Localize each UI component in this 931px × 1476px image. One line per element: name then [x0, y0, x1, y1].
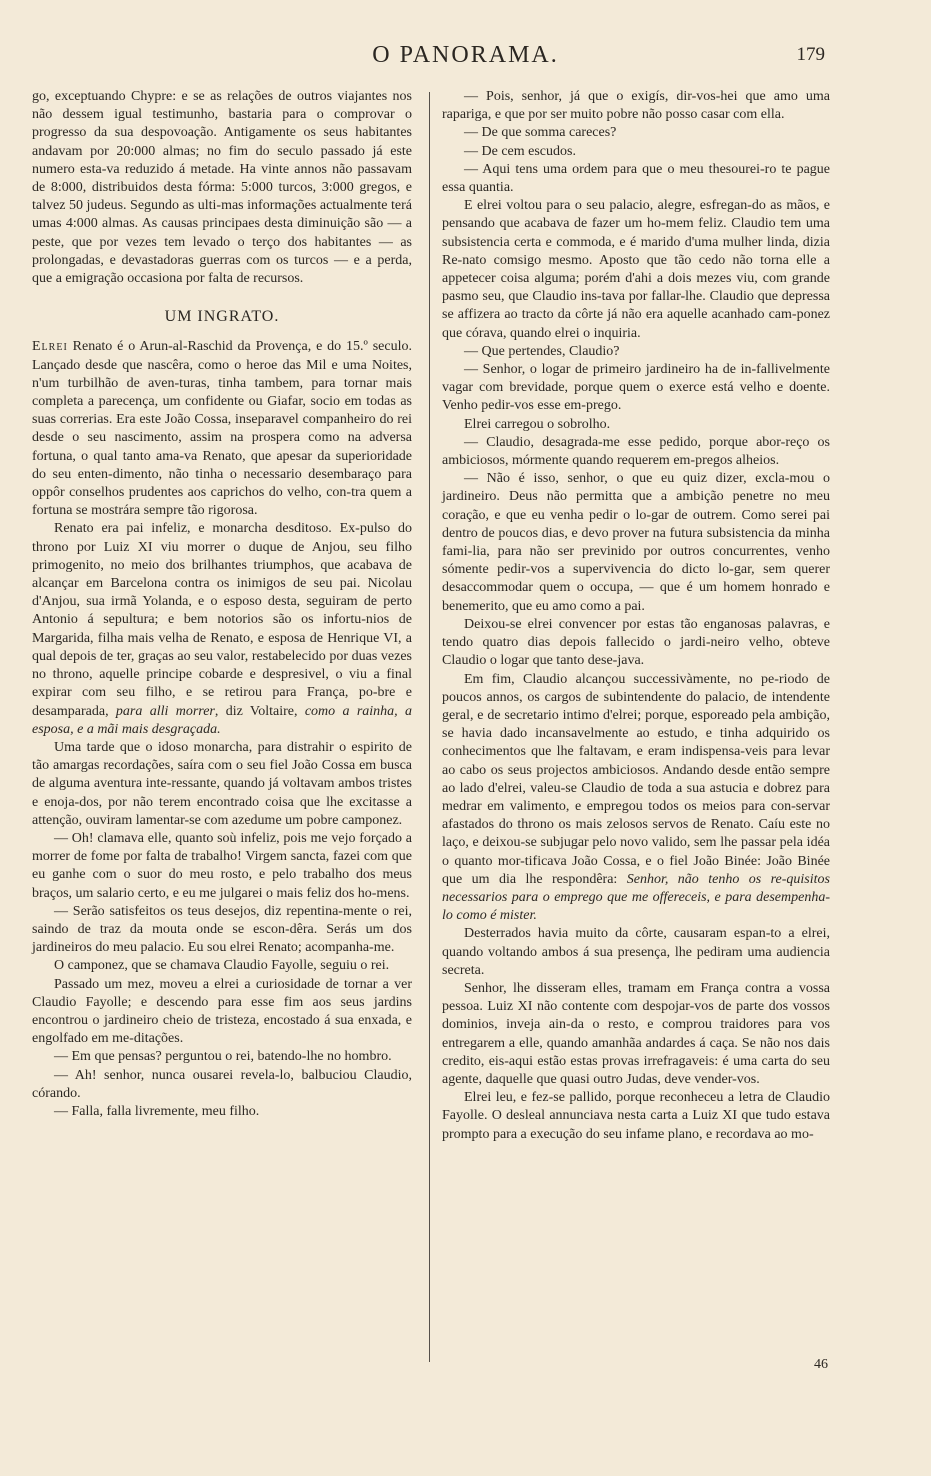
paragraph: — Senhor, o logar de primeiro jardineiro ha de in-fallivelmente vagar com brevidade, porque quem o exerce está velho e doente. Venho pedir-vos esse em-prego.	[442, 362, 830, 414]
lead-word: Elrei	[32, 339, 68, 355]
article-title: UM INGRATO.	[164, 308, 280, 326]
column-divider	[429, 92, 430, 1362]
paragraph: — Que pertendes, Claudio?	[464, 343, 620, 359]
paragraph: E elrei voltou para o seu palacio, alegre, esfregan-do as mãos, e pensando que acabava de fazer um ho-mem feliz. Claudio tem uma subsistencia certa e commoda, e é marido d'uma mulher linda, dizia Re-nato comsigo mesmo. Aposto que tão cedo não torna elle a appetecer coisa alguma; porém d'ahi a dois mezes viu, com grande pasmo seu, que Claudio ins-tava por fallar-lhe. Claudio que depressa se affizera ao tracto da côrte já não era aquelle acanhado cam-ponez que córava, quando elrei o inquiria.	[442, 198, 830, 341]
page-number: 179	[796, 44, 825, 65]
italic-quote: Senhor, não tenho os re-quisitos necessarios para o emprego que me offereceis, e para desempenha-lo como é mister.	[442, 871, 830, 924]
paragraph: Elrei carregou o sobrolho.	[464, 416, 611, 432]
paragraph: — Serão satisfeitos os teus desejos, diz repentina-mente o rei, saindo de traz da mouta onde se escon-dêra. Serás um dos jardineiros do meu palacio. Eu sou elrei Renato; acompanha-me.	[32, 903, 412, 956]
paragraph	[32, 338, 412, 520]
paragraph-text: , diz Voltaire,	[214, 703, 305, 719]
paragraph: — Oh! clamava elle, quanto soù infeliz, pois me vejo forçado a morrer de fome por falta de trabalho! Virgem sancta, fazei com que eu ganhe com o suor do meu rosto, e pelo trabalho dos meus braços, um salario certo, e eu me julgarei o mais feliz dos ho-mens.	[32, 830, 412, 901]
paragraph-text: Renato é o Arun-al-Raschid da Provença, e do 15.º seculo. Lançado desde que nascêra, como o heroe das Mil e uma Noites, n'um turbilhão de aven-turas, tinha tambem, para tornar mais completa a parecença, um confidente ou Giafar, socio em todas as suas correrias. Era este João Cossa, inseparavel companheiro do rei desde o seu nascimento, assim na prospera como na adversa fortuna, o qual tanto ama-va Renato, que apesar da superioridade do seu enten-dimento, não tinha o necessario desembaraço para oppôr conselhos prudentes aos caprichos do velho, con-tra quem a fortuna se mostrára sempre tão rigorosa.	[32, 339, 412, 519]
paragraph: go, exceptuando Chypre: e se as relações de outros viajantes nos não dessem igual testimunho, bastaria para o comprovar o progresso da sua despovoação. Antigamente os seus habitantes andavam por 20:000 almas; no fim do seculo passado já este numero esta-va reduzido á metade. Ha vinte annos não passavam de 8:000, distribuidos desta fórma: 5:000 turcos, 3:000 gregos, e talvez 50 judeus. Segundo as ulti-mas informações actualmente terá umas 4:000 almas. As causas principaes desta diminuição são — a peste, que por vezes tem levado o terço dos habitantes — as prolongadas, e devastadoras guerras com os turcos — e a perda, que a emigração occasiona por falta de recursos.	[32, 89, 412, 287]
paragraph-text: Em fim, Claudio alcançou successivàmente, no pe-riodo de poucos annos, os cargos de subintendente do palacio, de intendente geral, e de secretario intimo d'elrei; porque, esporeado pela ambição, se havia dado incansavelmente ao estudo, e tinha adquirido os conhecimentos que lhe faltavam, e eram indispensa-veis para levar ao cabo os seus projectos ambiciosos. Andando desde então sempre ao lado d'elrei, valeu-se Claudio de toda a sua astucia e dobrez para medrar em valimento, e empregou todos os meios para con-servar afastados do throno os mais zelosos servos de Renato. Caíu este no laço, e deixou-se subjugar pelo novo valido, sem lhe passar pela idéa o quanto mor-tificava João Cossa, e o fiel João Binée: João Binée que um dia lhe respondêra:	[442, 671, 830, 887]
paragraph: Elrei leu, e fez-se pallido, porque reconheceu a letra de Claudio Fayolle. O desleal annunciava nesta carta a Luiz XI que tudo estava prompto para a execução do seu infame plano, e recordava ao mo-	[442, 1090, 830, 1142]
paragraph: — De que somma careces?	[464, 125, 617, 141]
paragraph: Uma tarde que o idoso monarcha, para distrahir o espirito de tão amargas recordações, saíra com o seu fiel João Cossa em busca de alguma aventura inte-ressante, quando já voltavam ambos tristes e enoja-dos, por não terem encontrado coisa que lhe excitasse a attenção, ouviram lamentar-se com azedume um pobre camponez.	[32, 739, 412, 828]
paragraph: — De cem escudos.	[464, 143, 576, 159]
paragraph: — Não é isso, senhor, o que eu quiz dizer, excla-mou o jardineiro. Deus não permitta que a ambição penetre no meu coração, e que eu venha pedir o lo-gar de outrem. Como serei pai dentro de poucos dias, e devo prover na futura subsistencia da minha fami-lia, para não ser previnido por outros concurrentes, venho sómente pedir-vos a supervivencia do dicto lo-gar, sem querer desaccommodar quem o occupa, — que é um homem honrado e benemerito, que eu amo como a pai.	[442, 471, 830, 614]
paragraph: Desterrados havia muito da côrte, causaram espan-to a elrei, quando voltando ambos á sua presença, lhe pediram uma audiencia secreta.	[442, 926, 830, 978]
italic-quote: para alli morrer	[115, 703, 215, 719]
paragraph: — Falla, falla livremente, meu filho.	[54, 1103, 260, 1119]
signature-mark: 46	[814, 1357, 828, 1372]
paragraph: — Pois, senhor, já que o exigís, dir-vos-hei que amo uma rapariga, e que por ser muito pobre não posso casar com ella.	[442, 89, 830, 123]
paragraph: Passado um mez, moveu a elrei a curiosidade de tornar a ver Claudio Fayolle; e descendo para esse fim aos seus jardins encontrou o jardineiro cheio de tristeza, encostado á sua enxada, e engolfado em me-ditações.	[32, 976, 412, 1047]
paragraph: — Em que pensas? perguntou o rei, batendo-lhe no hombro.	[54, 1049, 392, 1065]
left-column	[32, 88, 412, 1121]
paragraph-text: Renato era pai infeliz, e monarcha desditoso. Ex-pulso do throno por Luiz XI viu morrer o duque de Anjou, seu filho primogenito, no meio dos brilhantes triumphos, que acabava de alcançar em Barcelona contra os inimigos de seu pai. Nicolau d'Anjou, sua irmã Yolanda, e o esposo desta, seguiram de perto Antonio á sepultura; e bem notorios são os infortu-nios de Margarida, filha mais velha de Renato, e esposa de Henrique VI, a qual depois de ter, graças ao seu valor, restabelecido por duas vezes no throno, aquelle principe cobarde e despresivel, o viu a final expirar com seu filho, e se retirou para França, po-bre e desamparada,	[32, 521, 412, 719]
page-title: O PANORAMA.	[372, 42, 559, 68]
right-column	[442, 88, 830, 1144]
italic-quote: como a rainha, a esposa, e a mãi mais desgraçada.	[32, 703, 412, 737]
paragraph: — Ah! senhor, nunca ousarei revela-lo, balbuciou Claudio, córando.	[32, 1067, 412, 1101]
paragraph: Senhor, lhe disseram elles, tramam em França contra a vossa pessoa. Luiz XI não contente com despojar-vos de parte dos vossos dominios, inveja ain-da o resto, e comprou traidores para vos entregarem a elle, quando amanhãa andardes á caça. Se não nos dais credito, eis-aqui estão estas provas irrefragaveis: é uma carta do seu agente, daquelle que quasi outro Judas, deve vender-vos.	[442, 980, 830, 1087]
paragraph: Deixou-se elrei convencer por estas tão enganosas palavras, e tendo quatro dias depois fallecido o jardi-neiro velho, obteve Claudio o logar que tanto dese-java.	[442, 616, 830, 669]
paragraph: — Aqui tens uma ordem para que o meu thesourei-ro te pague essa quantia.	[442, 161, 830, 196]
paragraph	[32, 520, 412, 738]
paragraph: — Claudio, desagrada-me esse pedido, porque abor-reço os ambiciosos, mórmente quando requerem em-pregos alheios.	[442, 434, 830, 469]
paragraph	[442, 671, 830, 926]
paragraph: O camponez, que se chamava Claudio Fayolle, seguiu o rei.	[54, 958, 390, 974]
